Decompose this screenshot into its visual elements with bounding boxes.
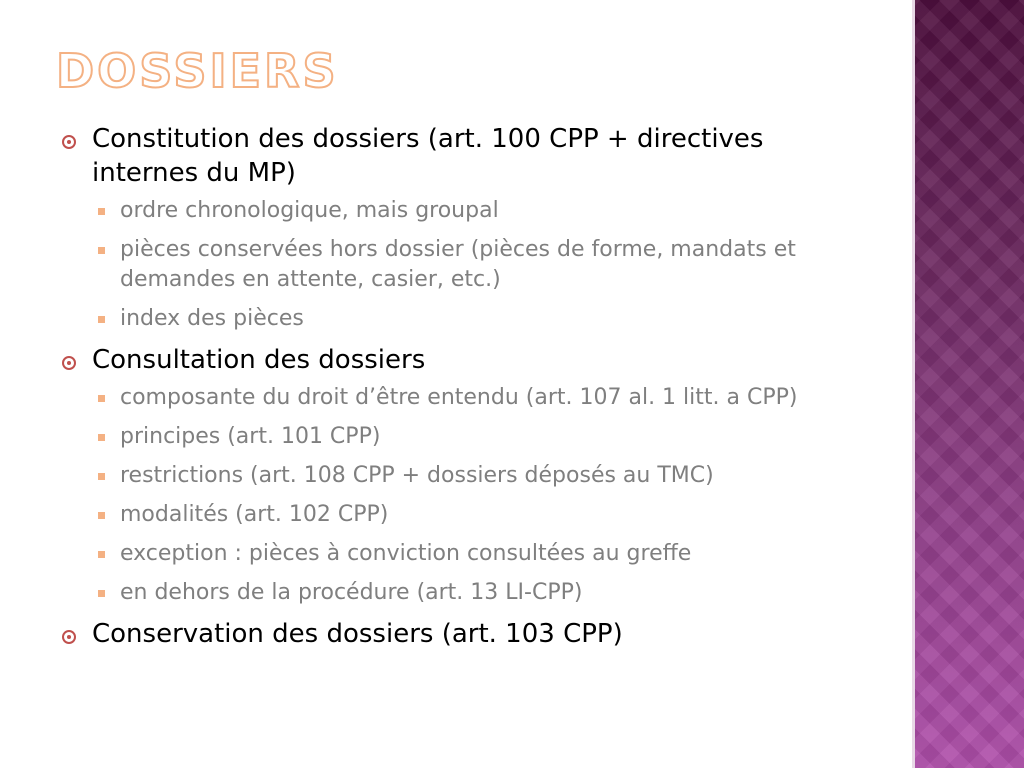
- decorative-side-band: [912, 0, 1024, 768]
- sub-list-item-text: exception : pièces à conviction consultées au greffe: [120, 541, 692, 566]
- circle-dot-icon: [62, 135, 76, 149]
- sub-list-item: [62, 422, 862, 452]
- sub-list-item: [62, 461, 862, 491]
- sub-list-item: [62, 578, 862, 608]
- sub-list: [62, 383, 862, 608]
- sub-list-item-text: ordre chronologique, mais groupal: [120, 198, 499, 223]
- sub-list-item-text: index des pièces: [120, 306, 304, 331]
- sub-list-item: [62, 383, 862, 413]
- square-bullet-icon: [98, 473, 105, 480]
- sub-list-item: [62, 500, 862, 530]
- list-item: [62, 122, 862, 190]
- list-item: [62, 617, 862, 651]
- square-bullet-icon: [98, 434, 105, 441]
- sub-list-item-text: principes (art. 101 CPP): [120, 424, 381, 449]
- square-bullet-icon: [98, 316, 105, 323]
- square-bullet-icon: [98, 590, 105, 597]
- sub-list-item: [62, 539, 862, 569]
- sub-list-item-text: modalités (art. 102 CPP): [120, 502, 389, 527]
- square-bullet-icon: [98, 208, 105, 215]
- sub-list-item-text: en dehors de la procédure (art. 13 LI-CPP): [120, 580, 583, 605]
- list-item-text: Constitution des dossiers (art. 100 CPP + directives internes du MP): [92, 124, 764, 188]
- square-bullet-icon: [98, 247, 105, 254]
- list-item: [62, 343, 862, 377]
- sub-list-item: [62, 196, 862, 226]
- sub-list-item-text: pièces conservées hors dossier (pièces de forme, mandats et demandes en attente, casier, etc.): [120, 237, 796, 292]
- slide-title: DOSSIERS: [56, 44, 339, 98]
- circle-dot-icon: [62, 356, 76, 370]
- sub-list: [62, 196, 862, 334]
- sub-list-item-text: restrictions (art. 108 CPP + dossiers déposés au TMC): [120, 463, 714, 488]
- bullet-list: [62, 122, 862, 657]
- sub-list-item: [62, 304, 862, 334]
- list-item-text: Consultation des dossiers: [92, 345, 426, 375]
- square-bullet-icon: [98, 551, 105, 558]
- sub-list-item: [62, 235, 862, 295]
- circle-dot-icon: [62, 630, 76, 644]
- sub-list-item-text: composante du droit d’être entendu (art. 107 al. 1 litt. a CPP): [120, 385, 798, 410]
- list-item-text: Conservation des dossiers (art. 103 CPP): [92, 619, 623, 649]
- square-bullet-icon: [98, 512, 105, 519]
- square-bullet-icon: [98, 395, 105, 402]
